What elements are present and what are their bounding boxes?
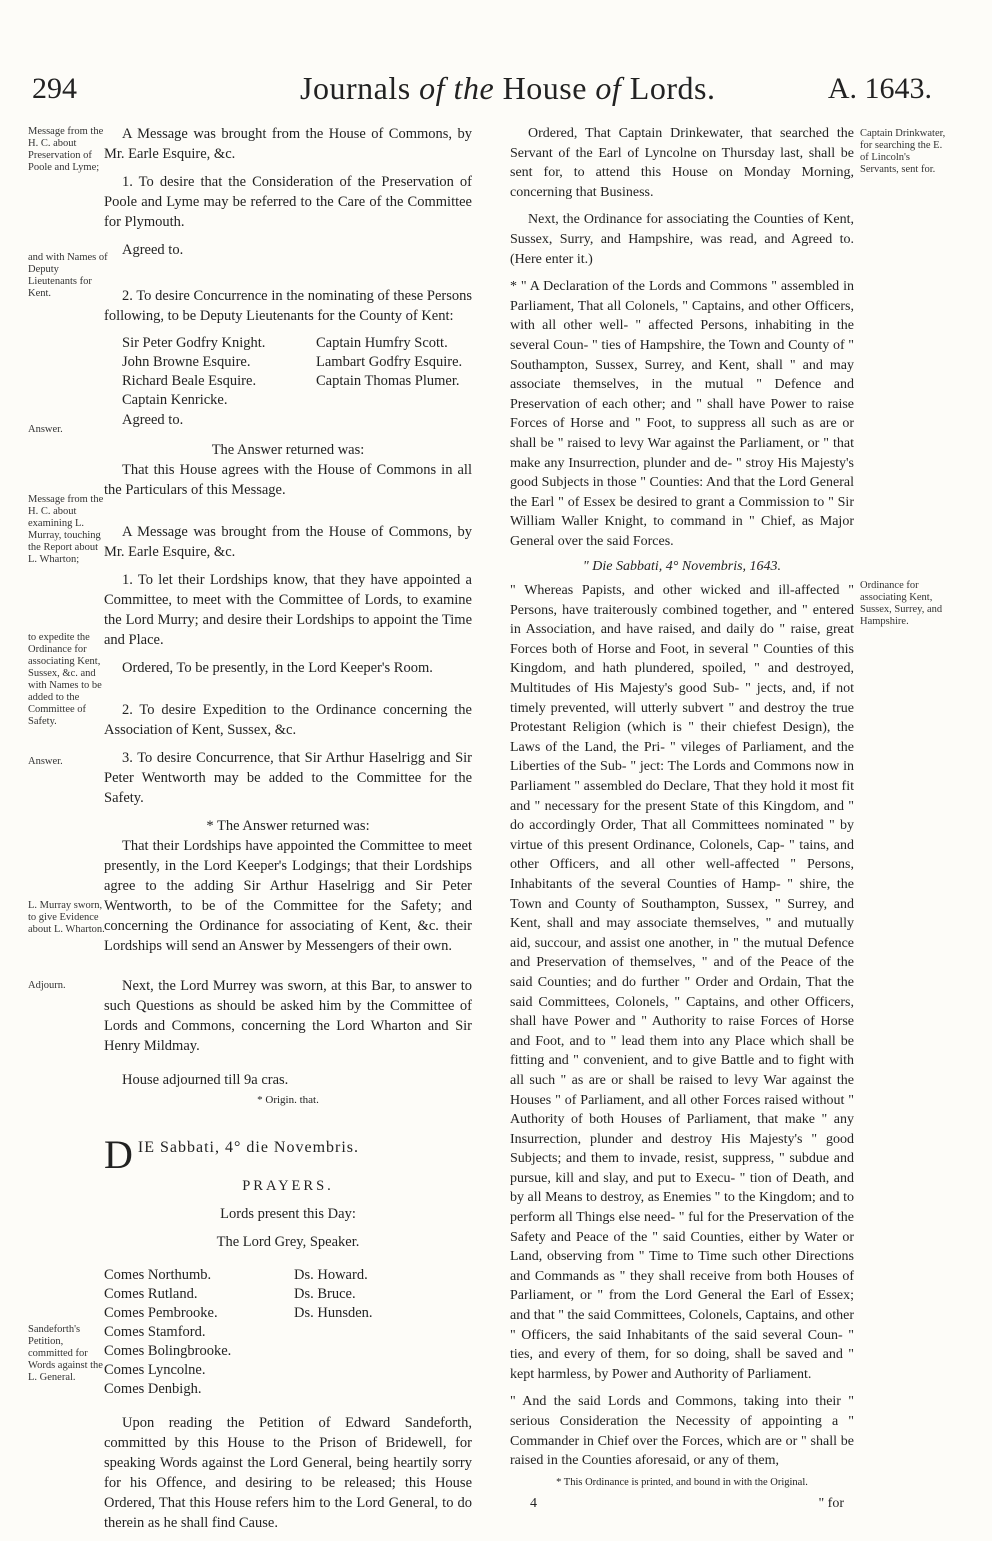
year: A. 1643. <box>827 72 932 105</box>
margin-note: Answer. <box>28 424 63 435</box>
margin-note-right: Ordinance for associating Kent, Sussex, Surrey, and Hampshire. <box>860 580 943 627</box>
message-paragraph: A Message was brought from the House of Commons, by Mr. Earle Esquire, &c. <box>104 524 472 560</box>
margin-note: Adjourn. <box>28 980 66 991</box>
margin-note: to expedite the Ordinance for associating Kent, Sussex, &c. and with Names to be added to the Committee of Safety. <box>28 632 102 727</box>
deputy-lieutenants-list <box>104 334 472 410</box>
ordered-text: Ordered, To be presently, in the Lord Keeper's Room. <box>122 660 433 676</box>
margin-note: L. Murray sworn, to give Evidence about L. Wharton. <box>28 900 105 935</box>
name-entry: Richard Beale Esquire. <box>122 373 257 389</box>
lords-list <box>104 1266 472 1399</box>
message-item: 2. To desire Expedition to the Ordinance concerning the Association of Kent, Sussex, &c. <box>104 702 472 738</box>
running-title <box>300 70 715 107</box>
name-entry: Captain Humfry Scott. <box>316 335 448 351</box>
message-item: 3. To desire Concurrence, that Sir Arthur Haselrigg and Sir Peter Wentworth may be added to the Committee for the Safety. <box>104 750 472 806</box>
name-entry: Captain Thomas Plumer. <box>316 373 460 389</box>
murrey-sworn-text: Next, the Lord Murrey was sworn, at this Bar, to answer to such Questions as should be asked him by the Committee of Lords and Commons, concerning the Lord Wharton and Sir Henry Mildmay. <box>104 978 472 1054</box>
lord-entry: Comes Denbigh. <box>104 1381 202 1397</box>
left-column <box>104 124 472 1541</box>
ordinance-footnote: * This Ordinance is printed, and bound in with the Original. <box>556 1476 808 1488</box>
lords-present: Lords present this Day: <box>220 1206 356 1222</box>
signature-mark: 4 <box>530 1496 537 1512</box>
lord-entry: Comes Rutland. <box>104 1286 198 1302</box>
lord-entry <box>294 1380 444 1399</box>
ordinance-read: Next, the Ordinance for associating the Counties of Kent, Sussex, Surry, and Hampshire, was read, and Agreed to. (Here enter it.) <box>510 212 854 267</box>
lord-entry: Ds. Bruce. <box>294 1286 356 1302</box>
name-entry: Captain Kenricke. <box>122 392 228 408</box>
lord-entry: Ds. Hunsden. <box>294 1305 373 1321</box>
agreed-text: Agreed to. <box>122 412 184 428</box>
lord-entry: Comes Bolingbrooke. <box>104 1343 232 1359</box>
message-item: 1. To let their Lordships know, that they have appointed a Committee, to meet with the Committee of Lords, to examine the Lord Murry; and desire their Lordships to appoint the Time and Place. <box>104 572 472 648</box>
speaker: The Lord Grey, Speaker. <box>216 1234 360 1250</box>
message-paragraph: A Message was brought from the House of Commons, by Mr. Earle Esquire, &c. <box>104 126 472 162</box>
answer-text: That their Lordships have appointed the Committee to meet presently, in the Lord Keeper's Lodgings; that their Lordships agree to the adding Sir Arthur Haselrigg and Sir Peter Wentworth, to be of the Committee for the Safety; and concerning the Ordinance for associating of Kent, &c. their Lordships will send an Answer by Messengers of their own. <box>104 838 472 954</box>
drinkwater-order: Ordered, That Captain Drinkewater, that searched the Servant of the Earl of Lyncolne on Thursday last, shall be sent for, to attend this House on Monday Morning, concerning that Business. <box>510 126 854 200</box>
answer-intro: The Answer returned was: <box>211 442 365 458</box>
lord-entry <box>294 1323 444 1342</box>
footnote: * Origin. that. <box>257 1094 319 1106</box>
lord-entry: Comes Stamford. <box>104 1324 206 1340</box>
message-item: 1. To desire that the Consideration of the Preservation of Poole and Lyme may be referred to the Care of the Committee for Plymouth. <box>104 174 472 230</box>
lord-entry <box>294 1361 444 1380</box>
right-column <box>510 124 854 1514</box>
margin-note: Answer. <box>28 756 63 767</box>
day-heading <box>104 1132 472 1177</box>
margin-note: Sandeforth's Petition, committed for Words against the L. General. <box>28 1324 103 1383</box>
ordinance-date: " Die Sabbati, 4° Novembris, 1643. <box>582 559 782 575</box>
adjourn-text: House adjourned till 9a cras. <box>122 1072 289 1088</box>
day-heading-text: IE Sabbati, 4° die Novembris. <box>137 1139 360 1156</box>
page-header <box>0 72 992 112</box>
title-of: of <box>595 70 622 106</box>
name-entry: John Browne Esquire. <box>122 354 251 370</box>
title-house: House <box>502 70 587 106</box>
declaration-text: * " A Declaration of the Lords and Commons " assembled in Parliament, That all Colonels, " Captains, and other Officers, with all other well- " affected Persons, inhabiting in the several Coun- " ties of Hampshire, the Town and County of " Southampton, Sussex, Surrey, and Kent, shall " and may associate themselves, in the mutual " Defence and Preservation of each other; and " shall have Power to raise Forces of Horse and " Foot, to suppress all such as are or shall be " raised to levy War against the Parliament, or " that make any Insurrection, plunder and de- " stroy His Majesty's good Subjects in those " Counties: And that the Lord General the Earl " of Essex be desired to grant a Commission to " Sir William Waller Knight, to command in " Chief, as Major General over the said Forces. <box>510 279 854 549</box>
page-foot <box>510 1494 854 1514</box>
ordinance-text-continued: " And the said Lords and Commons, taking into their " serious Consideration the Necessity of appointing a " Commander in Chief over the Forces, which are or " shall be raised in the Counties aforesaid, or any of them, <box>510 1394 854 1469</box>
lord-entry: Ds. Howard. <box>294 1267 368 1283</box>
name-entry: Lambart Godfry Esquire. <box>316 354 463 370</box>
lord-entry: Comes Lyncolne. <box>104 1362 206 1378</box>
lord-entry: Comes Northumb. <box>104 1267 212 1283</box>
prayers-heading: PRAYERS. <box>242 1178 334 1194</box>
margin-note-right: Captain Drinkwater, for searching the E. of Lincoln's Servants, sent for. <box>860 128 946 175</box>
lord-entry: Comes Pembrooke. <box>104 1305 218 1321</box>
message-item: 2. To desire Concurrence in the nominating of these Persons following, to be Deputy Lieutenants for the County of Kent: <box>104 288 472 324</box>
title-lords: Lords. <box>629 70 716 106</box>
sandeforth-petition: Upon reading the Petition of Edward Sandeforth, committed by this House to the Prison of Bridewell, for speaking Words against the Lord General, being heartily sorry for his Offence, and desiring to be released; this House Ordered, That this House refers him to the Lord General, to do therein as he shall find Cause. <box>104 1415 472 1531</box>
margin-note: Message from the H. C. about examining L. Murray, touching the Report about L. Wharton; <box>28 494 104 565</box>
drop-cap: D <box>104 1132 134 1177</box>
agreed-text: Agreed to. <box>122 242 184 258</box>
title-journals: Journals <box>300 70 411 106</box>
answer-intro: * The Answer returned was: <box>206 818 370 834</box>
answer-text: That this House agrees with the House of Commons in all the Particulars of this Message. <box>104 462 472 498</box>
margin-note: and with Names of Deputy Lieutenants for Kent. <box>28 252 108 299</box>
ordinance-text: " Whereas Papists, and other wicked and ill-affected " Persons, have traiterously combined together, and " entered in Association, and have raised, and daily do " raise, great Forces both of Horse and Foot, in several " Counties of this Kingdom, and hath plundered, spoiled, " and destroyed, Multitudes of His Majesty's good Sub- " jects, and, if not timely prevented, will utterly subvert " and destroy the true Protestant Religion (which is " their chiefest Design), the Laws of the Land, the Pri- " vileges of Parliament, and the Liberties of the Sub- " ject: The Lords and Commons now in Parliament " assembled do Declare, That they hold it most fit and " necessary for the present State of this Kingdom, and " do accordingly Order, That all Committees nominated " by virtue of this present Ordinance, Colonels, Cap- " tains, and other Officers, and all other well-affected " Persons, Inhabitants of the several Counties of Hamp- " shire, the Town and County of Southampton, Sussex, " Surrey, and Kent, shall and may associate themselves, " and mutually aid, succour, and assist one another, in " the mutual Defence and Preservation of themselves, " and of the Peace of the said Counties; and do further " Order and Ordain, That the said Committees, Colonels, " Captains, and other Officers, shall have Power and " Authority to raise Forces of Horse and Foot, and to " lead them into any Place which shall be fitting and " convenient, and to give Battle and to fight with all such " as are or shall be raised to levy War against the Houses " of Parliament, and all other Forces raised without " Authority of both Houses of Parliament, that make " any Insurrection, plunder and destroy His Majesty's " good Subjects; and them to invade, resist, suppress, " subdue and pursue, kill and slay, and put to Execu- " tion of Death, and by all Means to destroy, as Enemies " to the Kingdom; and to perform all Things else need- " ful for the Preservation of the Safety and Peace of the " said Counties, either by Water or Land, observing from " Time to Time such other Directions and Commands as " they shall receive from both Houses of Parliament, or " from the Lord General the Earl of Essex; and that " the said Committees, Colonels, Captains, and other " Officers, the said Inhabitants of the said several Coun- " ties, and every of them, for so doing, shall be saved and " kept harmless, by Power and Authority of Parliament. <box>510 583 854 1382</box>
margin-note: Message from the H. C. about Preservation of Poole and Lyme; <box>28 126 104 173</box>
title-of-the: of the <box>419 70 495 106</box>
catchword: " for <box>818 1496 844 1512</box>
name-entry <box>316 391 496 410</box>
page-number: 294 <box>32 72 77 105</box>
lord-entry <box>294 1342 444 1361</box>
name-entry: Sir Peter Godfry Knight. <box>122 335 266 351</box>
